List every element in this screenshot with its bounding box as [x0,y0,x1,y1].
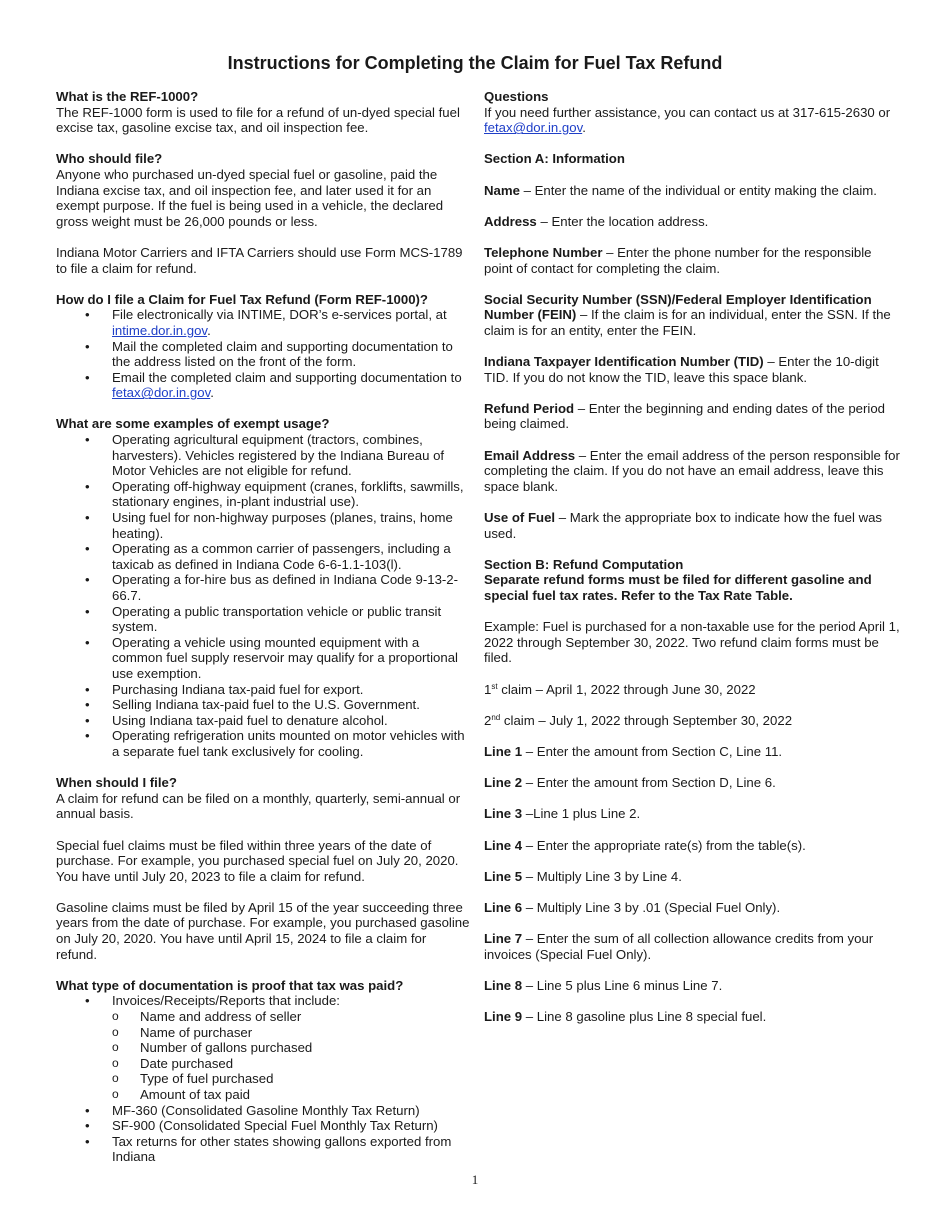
when-paragraph-1: A claim for refund can be filed on a monthly, quarterly, semi-annual or annual basis. [56,790,461,822]
line-description: – Enter the appropriate rate(s) from the table(s). [522,837,806,853]
field-email-address [484,448,900,495]
how-item-intime-text: File electronically via INTIME, DOR’s e-services portal, at [112,307,447,323]
documentation-item-invoices [56,993,470,1102]
line-label: Line 6 [484,899,523,915]
field-label: Name [484,182,520,198]
section-a [484,151,900,167]
line-7 [484,931,900,962]
invoice-detail-item: o Name of purchaser [112,1025,470,1041]
field-label: Indiana Taxpayer Identification Number (TID) [484,354,764,370]
examples-heading: What are some examples of exempt usage? [56,416,330,432]
field-tid [484,354,900,385]
documentation-item-other-states: • Tax returns for other states showing gallons exported from Indiana [56,1134,470,1165]
line-label: Line 9 [484,1009,523,1025]
line-1 [484,744,900,760]
example-item: • Operating a public transportation vehicle or public transit system. [56,604,470,635]
line-label: Line 5 [484,868,523,884]
line-9 [484,1009,900,1025]
line-label: Line 3 [484,806,523,822]
questions-text-end: . [582,120,586,136]
documentation-item-sf900: • SF-900 (Consolidated Special Fuel Monthly Tax Return) [56,1118,470,1134]
example-item: • Using Indiana tax-paid fuel to denature alcohol. [56,713,470,729]
field-description: – Enter the 10-digit TID. If you do not know the TID, leave this space blank. [484,354,879,385]
line-description: – Line 5 plus Line 6 minus Line 7. [522,977,723,993]
section-documentation [56,978,470,1165]
field-telephone [484,245,900,276]
claim-2 [484,713,900,729]
questions-text-body: If you need further assistance, you can contact us at 317-615-2630 or [484,104,891,120]
example-item: • Selling Indiana tax-paid fuel to the U.S. Government. [56,697,470,713]
how-item-intime [56,307,470,338]
line-label: Line 4 [484,837,523,853]
claim-1 [484,682,900,698]
who-paragraph-2: Indiana Motor Carriers and IFTA Carriers should use Form MCS-1789 to file a claim for refund. [56,244,463,276]
field-description: – If the claim is for an individual, enter the SSN. If the claim is for an entity, enter the FEIN. [484,307,891,338]
field-use-of-fuel [484,510,900,541]
line-6 [484,900,900,916]
what-is-heading: What is the REF-1000? [56,89,199,104]
example-item: • Operating refrigeration units mounted on motor vehicles with a separate fuel tank exclusively for cooling. [56,728,470,759]
example-item: • Using fuel for non-highway purposes (planes, trains, home heating). [56,510,470,541]
left-column [56,89,470,1181]
field-description: – Mark the appropriate box to indicate how the fuel was used. [484,510,883,541]
questions-email-link[interactable]: fetax@dor.in.gov [484,120,583,136]
line-description: – Multiply Line 3 by Line 4. [522,868,682,884]
line-8 [484,978,900,994]
who-heading: Who should file? [56,151,163,167]
field-refund-period [484,401,900,432]
when-heading: When should I file? [56,775,177,791]
section-how [56,292,470,401]
intime-link[interactable]: intime.dor.in.gov [112,322,208,338]
section-b [484,557,900,604]
field-label: Social Security Number (SSN)/Federal Employer Identification Number (FEIN) [484,291,872,323]
claim-1-number: 1 [484,681,492,697]
right-column [484,89,900,1040]
questions-heading: Questions [484,89,549,104]
documentation-item-mf360: • MF-360 (Consolidated Gasoline Monthly Tax Return) [56,1103,470,1119]
examples-list [56,432,470,759]
field-description: – Enter the location address. [536,213,709,229]
section-b-example: Example: Fuel is purchased for a non-taxable use for the period April 1, 2022 through September 30, 2022. Two refund claim forms must be filed. [484,619,900,666]
documentation-item-invoices-text: Invoices/Receipts/Reports that include: [112,993,340,1009]
section-who [56,151,470,276]
field-description: – Enter the phone number for the responsible point of contact for completing the claim. [484,244,872,276]
invoice-detail-item: o Number of gallons purchased [112,1040,470,1056]
claim-2-ordinal: nd [491,712,501,722]
field-description: – Enter the email address of the person responsible for completing the claim. If you do not have an email address, leave this space blank. [484,447,900,494]
field-label: Address [484,213,537,229]
field-name [484,183,900,199]
section-examples [56,416,470,759]
field-ssn-fein [484,292,900,339]
field-label: Refund Period [484,400,575,416]
field-label: Use of Fuel [484,510,556,526]
example-item: • Operating as a common carrier of passengers, including a taxicab as defined in Indiana Code 6-6-1.1-103(l). [56,541,470,572]
section-what-is [56,89,470,136]
how-item-email [56,370,470,401]
invoice-detail-item: o Amount of tax paid [112,1087,470,1103]
line-4 [484,838,900,854]
what-is-text: The REF-1000 form is used to file for a refund of un-dyed special fuel excise tax, gasoline excise tax, and oil inspection fee. [56,104,460,136]
section-when [56,775,470,962]
line-label: Line 7 [484,931,523,947]
claim-1-ordinal: st [491,681,498,691]
line-description: – Enter the amount from Section C, Line 11. [522,743,783,759]
example-item: • Operating agricultural equipment (tractors, combines, harvesters). Vehicles registered by the Indiana Bureau of Motor Vehicles are not eligible for refund. [56,432,470,479]
claim-2-text: claim – July 1, 2022 through September 30, 2022 [500,712,793,728]
line-label: Line 8 [484,977,523,993]
line-5 [484,869,900,885]
field-description: – Enter the name of the individual or entity making the claim. [519,182,877,198]
example-item: • Purchasing Indiana tax-paid fuel for export. [56,682,470,698]
invoice-detail-item: o Name and address of seller [112,1009,470,1025]
line-label: Line 1 [484,743,523,759]
page-number: 1 [471,1172,479,1187]
questions-text [484,105,900,136]
line-description: – Enter the sum of all collection allowance credits from your invoices (Special Fuel Only). [484,931,874,962]
how-list [56,307,470,401]
line-description: – Enter the amount from Section D, Line 6. [522,775,776,791]
who-paragraph-1: Anyone who purchased un-dyed special fuel or gasoline, paid the Indiana excise tax, and oil inspection fee, and later used it for an exempt purpose. If the fuel is being used in a vehicle, the declared gross weight must be 26,000 pounds or less. [56,166,444,229]
example-item: • Operating a for-hire bus as defined in Indiana Code 9-13-2-66.7. [56,572,470,603]
section-b-heading: Section B: Refund Computation [484,556,684,572]
how-item-email-end: . [210,385,214,401]
section-a-heading: Section A: Information [484,151,625,167]
page-title: Instructions for Completing the Claim for Fuel Tax Refund [227,53,723,73]
claim-1-text: claim – April 1, 2022 through June 30, 2022 [497,681,756,697]
line-label: Line 2 [484,775,523,791]
how-item-mail: • Mail the completed claim and supporting documentation to the address listed on the front of the form. [56,339,470,370]
line-description: – Multiply Line 3 by .01 (Special Fuel Only). [522,899,781,915]
line-description: – Line 8 gasoline plus Line 8 special fuel. [522,1009,767,1025]
section-questions [484,89,900,136]
claim-2-number: 2 [484,712,492,728]
how-item-email-text: Email the completed claim and supporting documentation to [112,369,462,385]
how-item-intime-end: . [207,322,211,338]
invoice-detail-item: o Type of fuel purchased [112,1071,470,1087]
documentation-heading: What type of documentation is proof that tax was paid? [56,977,404,993]
section-b-subheading: Separate refund forms must be filed for different gasoline and special fuel tax rates. Refer to the Tax Rate Table. [484,572,872,603]
when-paragraph-3: Gasoline claims must be filed by April 15 of the year succeeding three years from the date of purchase. For example, you purchased gasoline on July 20, 2020. You have until April 15, 2024 to file a claim for refund. [56,899,470,962]
line-3 [484,806,900,822]
invoice-details-list [112,1009,470,1103]
line-description: –Line 1 plus Line 2. [522,806,641,822]
field-address [484,214,900,230]
field-label: Email Address [484,447,576,463]
fetax-email-link[interactable]: fetax@dor.in.gov [112,385,211,401]
example-item: • Operating a vehicle using mounted equipment with a common fuel supply reservoir may qualify for a proportional use exemption. [56,635,470,682]
how-heading: How do I file a Claim for Fuel Tax Refund (Form REF-1000)? [56,291,428,307]
line-2 [484,775,900,791]
when-paragraph-2: Special fuel claims must be filed within three years of the date of purchase. For example, you purchased special fuel on July 20, 2020. You have until July 20, 2023 to file a claim for refund. [56,837,459,884]
field-description: – Enter the beginning and ending dates of the period being claimed. [484,400,886,432]
example-item: • Operating off-highway equipment (cranes, forklifts, sawmills, stationary engines, in-plant industrial use). [56,479,470,510]
invoice-detail-item: o Date purchased [112,1056,470,1072]
field-label: Telephone Number [484,244,603,260]
documentation-list [56,993,470,1165]
